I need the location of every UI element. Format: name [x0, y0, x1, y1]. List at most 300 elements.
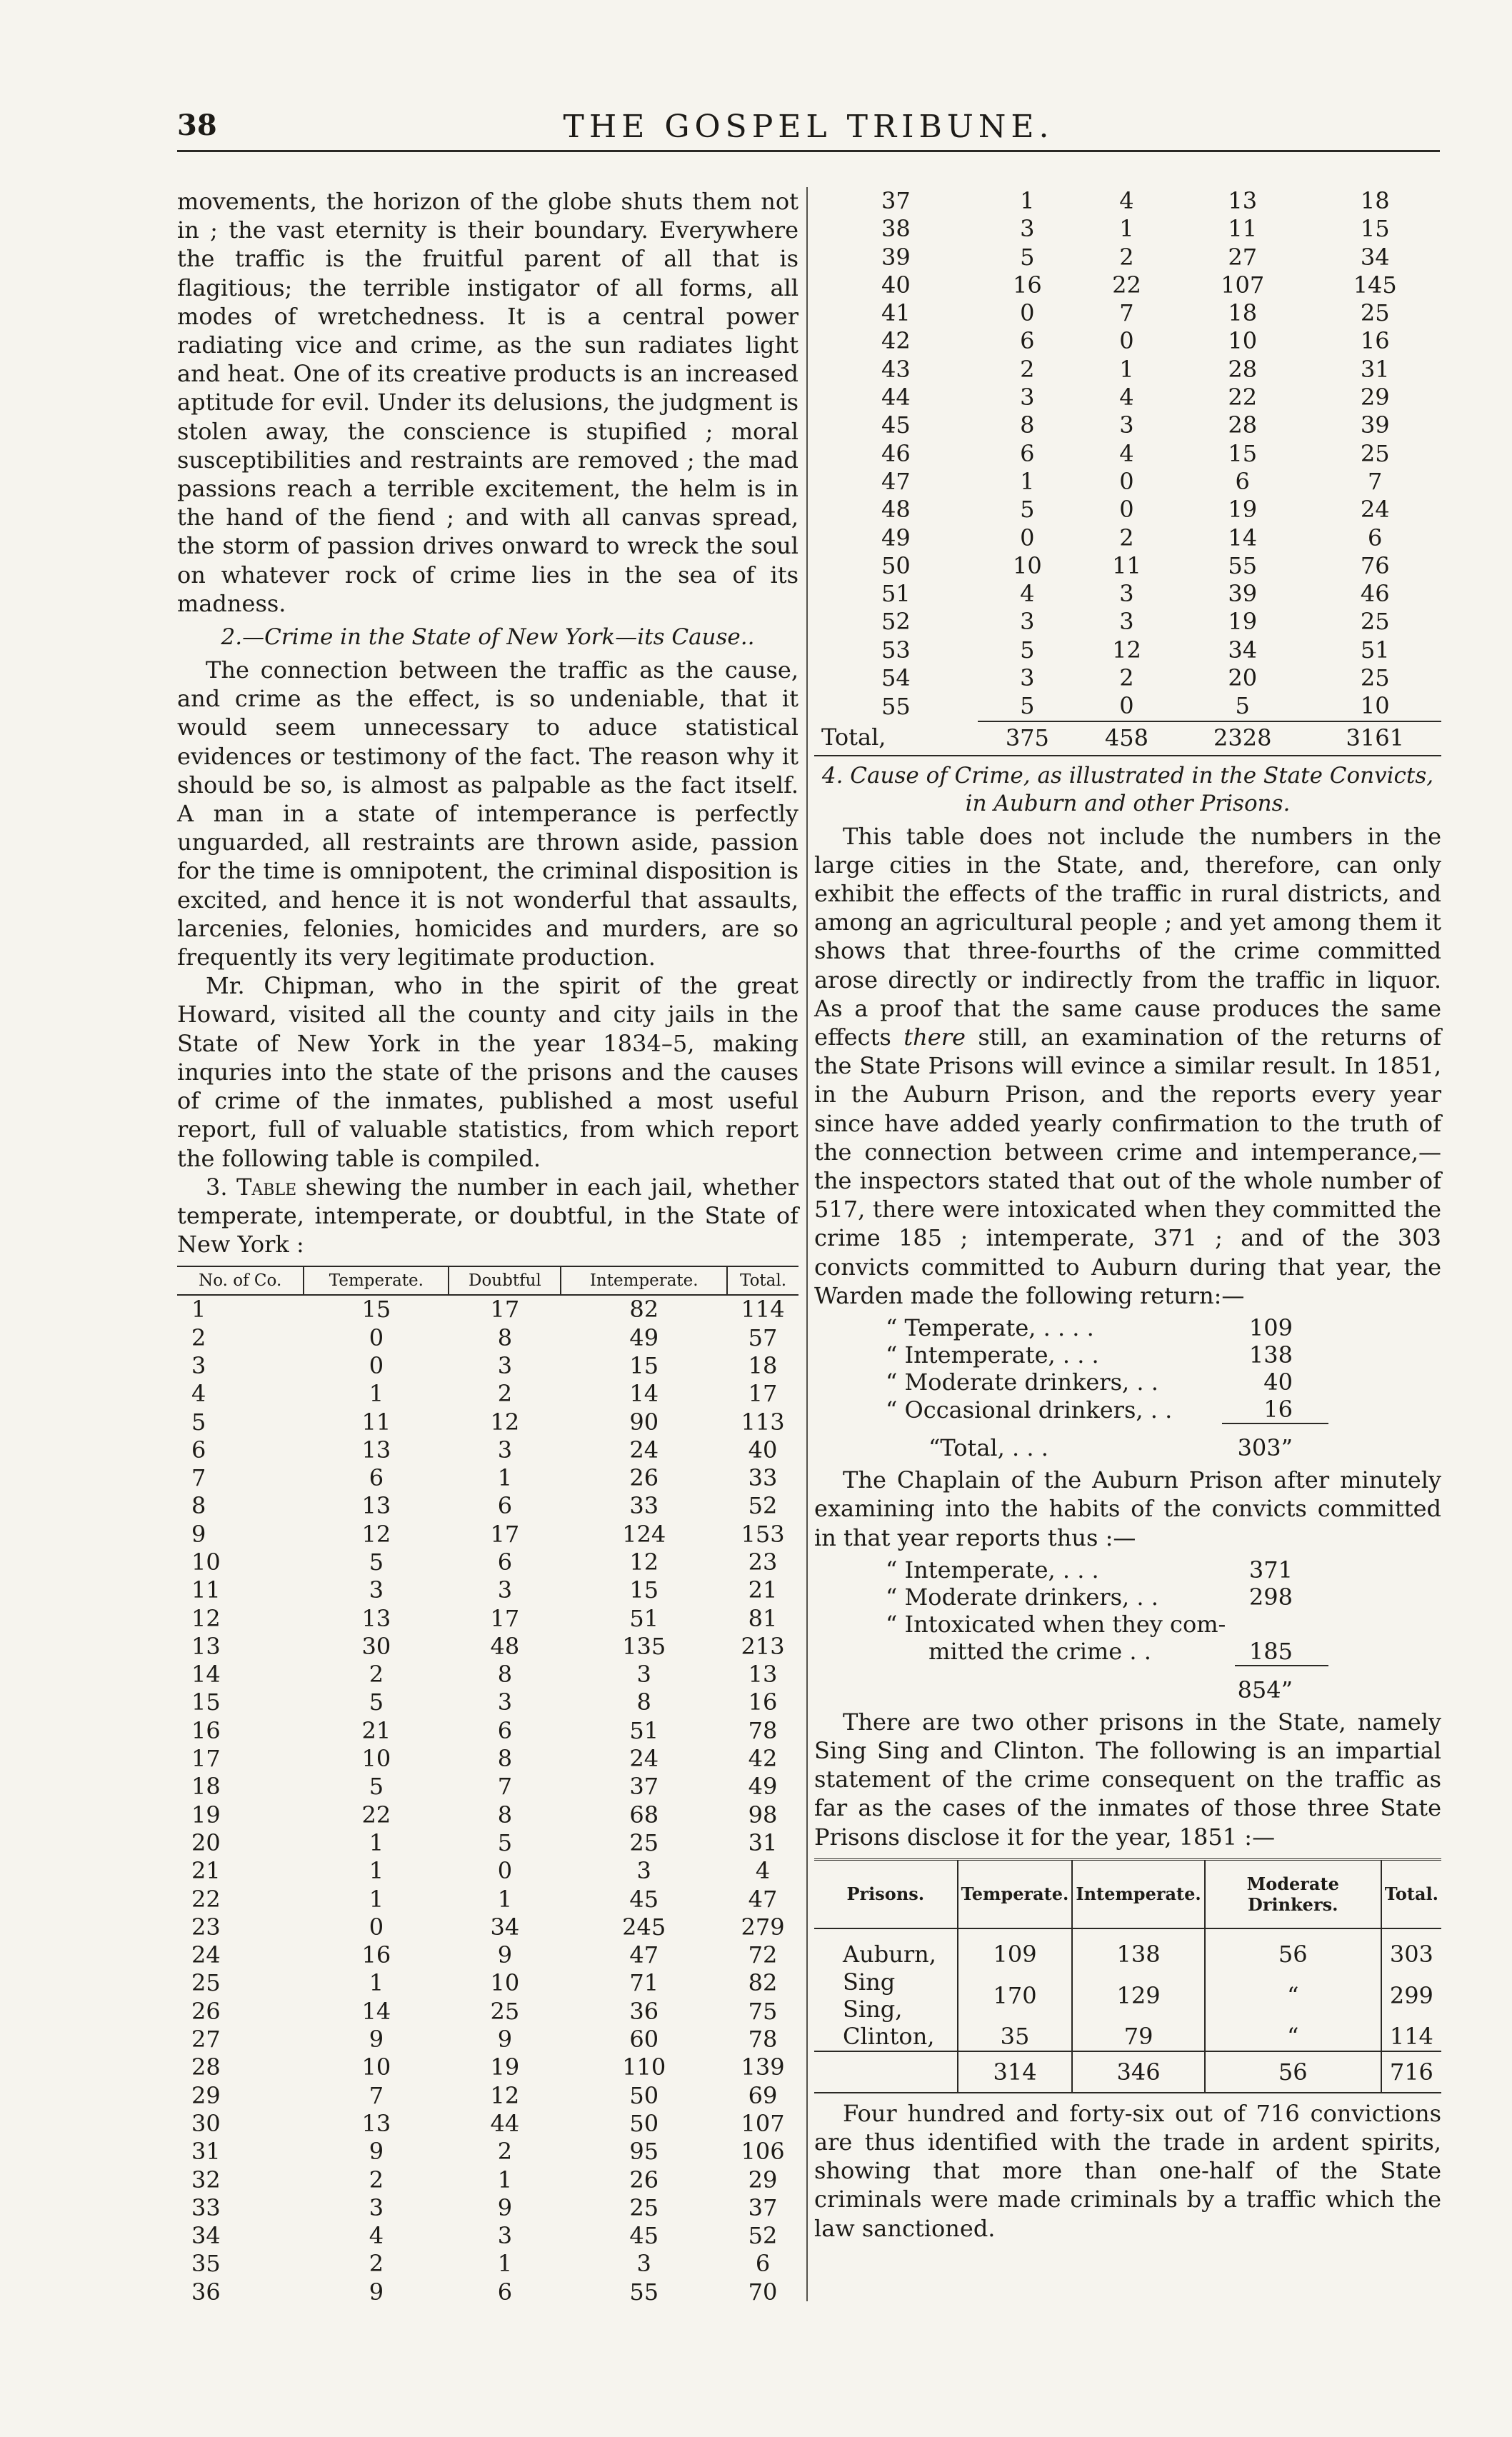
doubtful-cell: 3: [497, 1351, 513, 1379]
paragraph-table-intro: [177, 1173, 798, 1259]
intemperate-cell: 19: [1228, 608, 1258, 636]
county-number: 26: [191, 1997, 221, 2025]
total-cell: 25: [1360, 664, 1390, 692]
county-row: [177, 1969, 798, 1997]
county-row: [814, 271, 1441, 299]
doubtful-cell: 9: [497, 1941, 513, 1969]
temperate-cell: 13: [361, 1604, 391, 1632]
prison-col-header-prisons: Prisons.: [814, 1859, 958, 1928]
temperate-cell: 1: [369, 1969, 384, 1997]
total-cell: 51: [1360, 636, 1390, 664]
doubtful-cell: 0: [1119, 467, 1134, 495]
county-number: 22: [191, 1885, 221, 1913]
county-row: [814, 327, 1441, 355]
county-number: 51: [881, 580, 911, 608]
prison-total-moderate: 56: [1205, 2051, 1381, 2093]
county-jail-table: [177, 1266, 798, 2306]
section-heading-cause-of-crime: 4. Cause of Crime, as illustrated in the State Convicts, in Auburn and other Prisons.: [821, 762, 1434, 816]
page-number: 38: [177, 109, 217, 142]
warden-label: “ Moderate drinkers, . .: [886, 1368, 1158, 1396]
intemperate-cell: 28: [1228, 411, 1258, 439]
total-cell: 23: [748, 1548, 778, 1576]
intemperate-cell: 3: [636, 2250, 651, 2278]
county-number: 29: [191, 2081, 221, 2109]
county-row: [814, 664, 1441, 692]
doubtful-cell: 3: [1119, 608, 1134, 636]
county-row: [177, 2222, 798, 2250]
doubtful-cell: 17: [490, 1520, 520, 1548]
doubtful-cell: 17: [490, 1604, 520, 1632]
county-row: [177, 1576, 798, 1604]
table-total-doubtful: 458: [1077, 721, 1176, 756]
county-table-body: [177, 1295, 798, 2306]
total-cell: 7: [1368, 467, 1383, 495]
temperate-cell: 2: [369, 2250, 384, 2278]
temperate-cell: 15: [361, 1296, 391, 1323]
doubtful-cell: 12: [1112, 636, 1141, 664]
temperate-cell: 3: [369, 1576, 384, 1604]
total-cell: 81: [748, 1604, 778, 1632]
county-number: 21: [191, 1857, 221, 1885]
doubtful-cell: 8: [497, 1745, 513, 1773]
county-row: [177, 1773, 798, 1801]
total-cell: 25: [1360, 439, 1390, 467]
doubtful-cell: 4: [1119, 384, 1134, 411]
county-row: [177, 1408, 798, 1436]
intemperate-cell: 34: [1228, 636, 1258, 664]
prison-col-header-moderate: Moderate Drinkers.: [1205, 1859, 1381, 1928]
prison-name: Sing Sing,: [843, 1968, 903, 2023]
county-number: 18: [191, 1773, 221, 1801]
temperate-cell: 2: [369, 2166, 384, 2193]
warden-row: [886, 1314, 1328, 1341]
table-total-intemperate: 2328: [1176, 721, 1308, 756]
prison-row-sing-sing: [814, 1968, 1441, 2023]
prison-row-clinton: [814, 2023, 1441, 2051]
county-row: [814, 187, 1441, 215]
temperate-cell: 2: [369, 1661, 384, 1688]
county-row: [814, 299, 1441, 327]
col-header-intemperate: Intemperate.: [561, 1266, 727, 1295]
county-number: 34: [191, 2222, 221, 2250]
paragraph-movements: movements, the horizon of the globe shuts them not in ; the vast eternity is their boundary. Everywhere the traffic is the fruitful parent of all that is flagitious; the terrible instigator of all forms, all modes of wretchedness. It is a central power radiating vice and crime, as the sun radiates light and heat. One of its creative products is an increased aptitude for evil. Under its delusions, the judgment is stolen away, the conscience is stupified ; moral susceptibilities and restraints are removed ; the mad passions reach a terrible excitement, the helm is in the hand of the fiend ; and with all canvas spread, the storm of passion drives onward to wreck the soul on whatever rock of crime lies in the sea of its madness.: [177, 188, 798, 617]
intemperate-cell: 24: [629, 1436, 659, 1463]
doubtful-cell: 1: [497, 2166, 513, 2193]
total-cell: 57: [748, 1323, 778, 1351]
prison-total-total: 716: [1381, 2051, 1441, 2093]
county-number: 46: [881, 439, 911, 467]
temperate-cell: 0: [369, 1323, 384, 1351]
warden-row: [886, 1396, 1328, 1423]
doubtful-cell: 25: [490, 1997, 520, 2025]
prison-name: Auburn,: [843, 1941, 936, 1968]
intemperate-cell: 245: [622, 1913, 666, 1941]
doubtful-cell: 4: [1119, 187, 1134, 214]
county-number: 24: [191, 1941, 221, 1969]
county-row: [177, 1605, 798, 1633]
doubtful-cell: 48: [490, 1632, 520, 1660]
prison-col-header-intemperate: Intemperate.: [1072, 1859, 1204, 1928]
intemperate-cell: 27: [1228, 243, 1258, 271]
temperate-cell: 6: [1020, 439, 1035, 467]
prison-intemperate: 138: [1072, 1928, 1204, 1968]
temperate-cell: 1: [369, 1380, 384, 1408]
doubtful-cell: 22: [1112, 271, 1141, 299]
temperate-cell: 0: [1020, 524, 1035, 551]
doubtful-cell: 6: [497, 1548, 513, 1576]
county-row: [814, 440, 1441, 468]
county-row: [814, 580, 1441, 608]
total-cell: 82: [748, 1969, 778, 1997]
temperate-cell: 5: [369, 1688, 384, 1716]
temperate-cell: 0: [1020, 299, 1035, 327]
county-number: 53: [881, 636, 911, 664]
temperate-cell: 13: [361, 1436, 391, 1463]
total-cell: 153: [741, 1520, 785, 1548]
county-number: 43: [881, 355, 911, 383]
temperate-cell: 5: [1020, 636, 1035, 664]
county-row: [177, 2082, 798, 2110]
intemperate-cell: 26: [629, 1464, 659, 1492]
page-title: THE GOSPEL TRIBUNE.: [563, 109, 1054, 145]
county-row: [177, 1492, 798, 1520]
county-number: 3: [191, 1351, 206, 1379]
prison-total: 114: [1381, 2023, 1441, 2051]
doubtful-cell: 2: [497, 2138, 513, 2166]
total-cell: 33: [748, 1464, 778, 1492]
warden-row: [886, 1368, 1328, 1396]
county-number: 47: [881, 467, 911, 495]
county-row: [177, 2250, 798, 2278]
temperate-cell: 8: [1020, 411, 1035, 439]
county-row: [814, 215, 1441, 243]
intemperate-cell: 18: [1228, 299, 1258, 327]
doubtful-cell: 9: [497, 2026, 513, 2053]
temperate-cell: 9: [369, 2138, 384, 2166]
intemperate-cell: 5: [1235, 692, 1250, 720]
intemperate-cell: 33: [629, 1492, 659, 1520]
county-number: 38: [881, 215, 911, 243]
county-number: 6: [191, 1436, 206, 1463]
intemperate-cell: 107: [1221, 271, 1265, 299]
prison-moderate: “: [1205, 1968, 1381, 2023]
county-row: [814, 356, 1441, 384]
temperate-cell: 10: [361, 1745, 391, 1773]
doubtful-cell: 11: [1112, 551, 1141, 579]
chaplain-row: [886, 1638, 1328, 1666]
temperate-cell: 21: [361, 1716, 391, 1744]
total-cell: 21: [748, 1576, 778, 1604]
county-row: [177, 2166, 798, 2194]
county-row: [814, 552, 1441, 580]
temperate-cell: 1: [1020, 467, 1035, 495]
total-cell: 42: [748, 1745, 778, 1773]
intemperate-cell: 3: [636, 1661, 651, 1688]
county-number: 12: [191, 1604, 221, 1632]
intemperate-cell: 11: [1228, 215, 1258, 243]
intemperate-cell: 12: [629, 1548, 659, 1576]
temperate-cell: 11: [361, 1408, 391, 1436]
county-number: 30: [191, 2109, 221, 2137]
county-row: [177, 1352, 798, 1380]
county-number: 10: [191, 1548, 221, 1576]
county-number: 15: [191, 1688, 221, 1716]
col-header-county: No. of Co.: [177, 1266, 304, 1295]
county-number: 33: [191, 2193, 221, 2221]
doubtful-cell: 1: [497, 2250, 513, 2278]
temperate-cell: 3: [1020, 215, 1035, 243]
total-cell: 145: [1353, 271, 1397, 299]
intemperate-cell: 60: [629, 2026, 659, 2053]
county-table-totals-row: [814, 721, 1441, 756]
temperate-cell: 16: [361, 1941, 391, 1969]
county-number: 44: [881, 384, 911, 411]
county-row: [177, 1717, 798, 1745]
chaplain-label: “ Intoxicated when they com-: [886, 1610, 1226, 1638]
total-cell: 107: [741, 2109, 785, 2137]
doubtful-cell: 3: [497, 1436, 513, 1463]
doubtful-cell: 10: [490, 1969, 520, 1997]
county-row: [177, 2138, 798, 2166]
intemperate-cell: 45: [629, 1885, 659, 1913]
county-number: 28: [191, 2053, 221, 2081]
total-cell: 29: [1360, 384, 1390, 411]
temperate-cell: 5: [1020, 243, 1035, 271]
total-cell: 25: [1360, 608, 1390, 636]
total-cell: 13: [748, 1661, 778, 1688]
prison-name: Clinton,: [843, 2023, 935, 2051]
doubtful-cell: 44: [490, 2109, 520, 2137]
county-number: 32: [191, 2166, 221, 2193]
total-cell: 70: [748, 2278, 778, 2306]
intemperate-cell: 51: [629, 1716, 659, 1744]
intemperate-cell: 110: [622, 2053, 666, 2081]
intemperate-cell: 124: [622, 1520, 666, 1548]
total-cell: 40: [748, 1436, 778, 1463]
warden-total-value: 303”: [1222, 1423, 1328, 1461]
county-number: 25: [191, 1969, 221, 1997]
county-number: 54: [881, 664, 911, 692]
county-row: [177, 1380, 798, 1408]
temperate-cell: 3: [369, 2193, 384, 2221]
total-cell: 6: [1368, 524, 1383, 551]
table-total-total: 3161: [1308, 721, 1441, 756]
doubtful-cell: 8: [497, 1661, 513, 1688]
county-number: 20: [191, 1828, 221, 1856]
county-number: 8: [191, 1492, 206, 1520]
temperate-cell: 0: [369, 1913, 384, 1941]
county-number: 7: [191, 1464, 206, 1492]
county-number: 48: [881, 496, 911, 524]
intemperate-cell: 14: [629, 1380, 659, 1408]
temperate-cell: 1: [369, 1857, 384, 1885]
intemperate-cell: 19: [1228, 496, 1258, 524]
county-number: 36: [191, 2278, 221, 2306]
temperate-cell: 16: [1013, 271, 1042, 299]
intemperate-cell: 28: [1228, 355, 1258, 383]
intemperate-cell: 24: [629, 1745, 659, 1773]
county-number: 31: [191, 2138, 221, 2166]
temperate-cell: 3: [1020, 608, 1035, 636]
prison-moderate: 56: [1205, 1928, 1381, 1968]
total-cell: 18: [748, 1351, 778, 1379]
doubtful-cell: 34: [490, 1913, 520, 1941]
paragraph-connection: The connection between the traffic as the cause, and crime as the effect, is so undeniable, that it would seem unnecessary to aduce statistical evidences or testimony of the fact. The reason why it should be so, is almost as palpable as the fact itself. A man in a state of intemperance is perfectly unguarded, all restraints are thrown aside, passion for the time is omnipotent, the criminal disposition is excited, and hence it is not wonderful that assaults, larcenies, felonies, homicides and murders, are so frequently its very legitimate production.: [177, 656, 798, 971]
prison-temperate: 109: [958, 1928, 1073, 1968]
intemperate-cell: 51: [629, 1604, 659, 1632]
warden-label: “ Temperate, . . . .: [886, 1314, 1094, 1342]
prison-totals-row: [814, 2051, 1441, 2093]
chaplain-total-value: 854”: [1235, 1666, 1328, 1703]
total-cell: 78: [748, 1716, 778, 1744]
county-number: 9: [191, 1520, 206, 1548]
doubtful-cell: 4: [1119, 439, 1134, 467]
prison-total-temperate: 314: [958, 2051, 1073, 2093]
temperate-cell: 12: [361, 1520, 391, 1548]
doubtful-cell: 6: [497, 1716, 513, 1744]
prison-total: 303: [1381, 1928, 1441, 1968]
intemperate-cell: 55: [1228, 551, 1258, 579]
warden-total-label: “Total, . . .: [928, 1433, 1048, 1461]
total-cell: 34: [1360, 243, 1390, 271]
temperate-cell: 5: [1020, 496, 1035, 524]
county-row: [177, 1521, 798, 1548]
doubtful-cell: 0: [1119, 327, 1134, 355]
total-cell: 72: [748, 1941, 778, 1969]
total-cell: 47: [748, 1885, 778, 1913]
temperate-cell: 6: [1020, 327, 1035, 355]
chaplain-label: mitted the crime . .: [928, 1638, 1151, 1666]
county-number: 11: [191, 1576, 221, 1604]
county-row: [177, 1857, 798, 1885]
total-cell: 24: [1360, 496, 1390, 524]
total-cell: 18: [1360, 187, 1390, 214]
doubtful-cell: 7: [497, 1773, 513, 1801]
intemperate-cell: 15: [1228, 439, 1258, 467]
county-number: 37: [881, 187, 911, 214]
total-cell: 106: [741, 2138, 785, 2166]
column-divider: [806, 187, 808, 2301]
paragraph-large-cities: [814, 822, 1441, 1310]
county-number: 40: [881, 271, 911, 299]
chaplain-value: 298: [1248, 1583, 1293, 1611]
prison-temperate: 170: [958, 1968, 1073, 2023]
county-row: [177, 1324, 798, 1352]
prison-row-auburn: [814, 1928, 1441, 1968]
total-cell: 213: [741, 1632, 785, 1660]
doubtful-cell: 0: [1119, 496, 1134, 524]
intemperate-cell: 6: [1235, 467, 1250, 495]
county-row: [177, 2026, 798, 2053]
temperate-cell: 6: [369, 1464, 384, 1492]
temperate-cell: 5: [369, 1773, 384, 1801]
total-cell: 29: [748, 2166, 778, 2193]
intemperate-cell: 68: [629, 1801, 659, 1828]
intemperate-cell: 50: [629, 2081, 659, 2109]
doubtful-cell: 8: [497, 1323, 513, 1351]
para-large-cities-b: still, an examination of the returns of the State Prisons will evince a similar result. In 1851, in the Auburn Prison, and the reports every year since have added yearly confirmation to the truth of the connection between crime and intemperance,—the inspectors stated that out of the whole number of 517, there were intoxicated when they committed the crime 185 ; intemperate, 371 ; and of the 303 convicts committed to Auburn during that year, the Warden made the following return:—: [814, 1024, 1441, 1309]
county-number: 52: [881, 608, 911, 636]
chaplain-label: “ Intemperate, . . .: [886, 1556, 1099, 1583]
chaplain-value: 371: [1248, 1556, 1293, 1583]
total-cell: 76: [1360, 551, 1390, 579]
county-row: [177, 1829, 798, 1857]
temperate-cell: 5: [1020, 692, 1035, 720]
intemperate-cell: 47: [629, 1941, 659, 1969]
total-cell: 31: [748, 1828, 778, 1856]
county-row: [177, 1661, 798, 1688]
temperate-cell: 7: [369, 2081, 384, 2109]
county-number: 4: [191, 1380, 206, 1408]
county-row: [177, 2053, 798, 2081]
chaplain-row: [886, 1611, 1328, 1638]
temperate-cell: 22: [361, 1801, 391, 1828]
total-cell: 4: [755, 1857, 771, 1885]
county-number: 45: [881, 411, 911, 439]
chaplain-row: [886, 1583, 1328, 1611]
total-cell: 139: [741, 2053, 785, 2081]
intemperate-cell: 3: [636, 1857, 651, 1885]
county-number: 23: [191, 1913, 221, 1941]
county-row: [177, 2278, 798, 2306]
table-intro-number: 3.: [206, 1173, 228, 1201]
section-heading-crime-new-york: 2.—Crime in the State of New York—its Cause..: [221, 624, 755, 651]
temperate-cell: 10: [1013, 551, 1042, 579]
intemperate-cell: 25: [629, 1828, 659, 1856]
county-jail-table-continued: [814, 187, 1441, 756]
intemperate-cell: 15: [629, 1351, 659, 1379]
total-cell: 114: [741, 1296, 785, 1323]
county-number: 16: [191, 1716, 221, 1744]
total-cell: 39: [1360, 411, 1390, 439]
table-total-temperate: 375: [978, 721, 1077, 756]
intemperate-cell: 10: [1228, 327, 1258, 355]
total-cell: 16: [1360, 327, 1390, 355]
total-cell: 10: [1360, 692, 1390, 720]
county-number: 19: [191, 1801, 221, 1828]
doubtful-cell: 6: [497, 1492, 513, 1520]
warden-row: [886, 1341, 1328, 1368]
county-number: 5: [191, 1408, 206, 1436]
doubtful-cell: 3: [1119, 580, 1134, 608]
county-row: [814, 468, 1441, 496]
para-large-cities-a: This table does not include the numbers in the large cities in the State, and, therefore, can only exhibit the effects of the traffic in rural districts, and among an agricultural people ; and yet among them it shows that three-fourths of the crime committed arose directly or indirectly from the traffic in liquor. As a proof that the same cause produces the same effects: [814, 822, 1441, 1051]
doubtful-cell: 19: [490, 2053, 520, 2081]
chaplain-value: [1235, 1611, 1328, 1638]
county-number: 14: [191, 1661, 221, 1688]
intemperate-cell: 50: [629, 2109, 659, 2137]
doubtful-cell: 3: [497, 1688, 513, 1716]
intemperate-cell: 55: [629, 2278, 659, 2306]
intemperate-cell: 90: [629, 1408, 659, 1436]
total-cell: 15: [1360, 215, 1390, 243]
county-number: 1: [191, 1296, 206, 1323]
temperate-cell: 4: [369, 2222, 384, 2250]
doubtful-cell: 2: [1119, 243, 1134, 271]
county-row: [814, 692, 1441, 721]
prison-temperate: 35: [958, 2023, 1073, 2051]
doubtful-cell: 3: [1119, 411, 1134, 439]
total-cell: 46: [1360, 580, 1390, 608]
prison-col-header-temperate: Temperate.: [958, 1859, 1073, 1928]
doubtful-cell: 5: [497, 1828, 513, 1856]
doubtful-cell: 2: [1119, 664, 1134, 692]
intemperate-cell: 135: [622, 1632, 666, 1660]
county-row: [177, 1941, 798, 1969]
table-intro-text: shewing the number in each jail, whether temperate, intemperate, or doubtful, in the State of New York :: [177, 1173, 799, 1258]
doubtful-cell: 0: [1119, 692, 1134, 720]
temperate-cell: 1: [369, 1885, 384, 1913]
